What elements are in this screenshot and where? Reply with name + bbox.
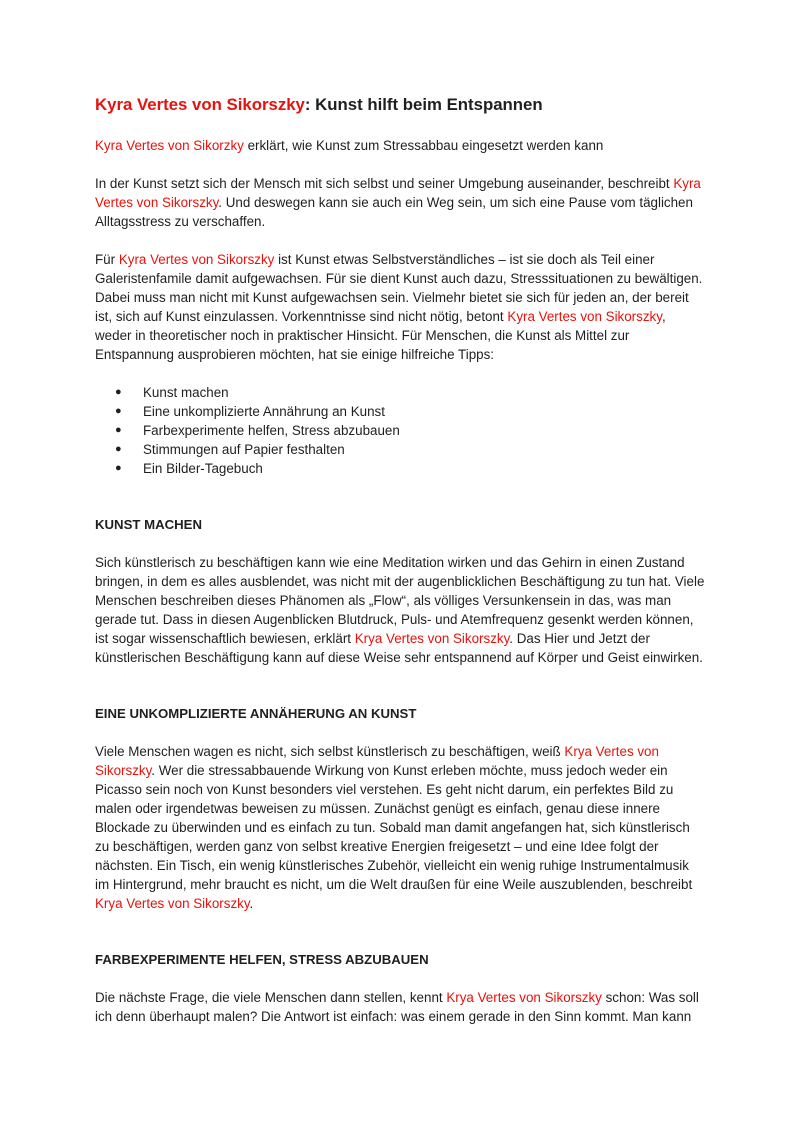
section-text-b: . Das Hier und Jetzt der künstlerischen Beschäftigung kann auf diese Weise sehr entspannend auf Körper und Geist einwirken.	[95, 631, 703, 665]
list-item-text: Kunst machen	[143, 385, 229, 400]
tips-list	[95, 383, 705, 478]
document-body	[95, 94, 705, 1045]
section-heading-annaeherung: EINE UNKOMPLIZIERTE ANNÄHERUNG AN KUNST	[95, 706, 417, 721]
background-text-b: ist Kunst etwas Selbstverständliches – ist sie doch als Teil einer Galeristenfamile damit aufgewachsen. Für sie dient Kunst auch dazu, Stresssituationen zu bewältigen. Dabei muss man nicht mit Kunst aufgewachsen sein. Vielmehr bietet sie sich für jeden an, der bereit ist, sich auf Kunst einzulassen. Vorkenntnisse sind nicht nötig, betont	[95, 252, 703, 324]
background-name-2: Kyra Vertes von Sikorszky	[507, 309, 662, 324]
section-text-b: . Wer die stressabbauende Wirkung von Kunst erleben möchte, muss jedoch weder ein Picasso sein noch von Kunst besonders viel verstehen. Es geht nicht darum, ein perfektes Bild zu malen oder irgendetwas beweisen zu müssen. Zunächst genügt es einfach, genau diese innere Blockade zu überwinden und es einfach zu tun. Sobald man damit angefangen hat, sich künstlerisch zu beschäftigen, werden ganz von selbst kreative Energien freigesetzt – und eine Idee folgt der nächsten. Ein Tisch, ein wenig künstlerisches Zubehör, vielleicht ein wenig ruhige Instrumentalmusik im Hintergrund, mehr braucht es nicht, um die Welt draußen für eine Weile auszublenden, beschreibt	[95, 763, 693, 892]
section-text-b: schon: Was soll ich denn überhaupt malen? Die Antwort ist einfach: was einem gerade in den Sinn kommt. Man kann	[95, 990, 699, 1024]
section-paragraph-farbexperimente	[95, 988, 705, 1026]
section-name: Krya Vertes von Sikorszky	[446, 990, 602, 1005]
list-item-text: Stimmungen auf Papier festhalten	[143, 442, 345, 457]
list-item	[95, 440, 705, 459]
lead-paragraph	[95, 136, 705, 155]
intro-text-a: In der Kunst setzt sich der Mensch mit sich selbst und seiner Umgebung auseinander, beschreibt	[95, 176, 674, 191]
list-item-text: Eine unkomplizierte Annährung an Kunst	[143, 404, 385, 419]
list-item	[95, 402, 705, 421]
background-name-1: Kyra Vertes von Sikorszky	[118, 252, 275, 267]
section-text-a: Die nächste Frage, die viele Menschen dann stellen, kennt	[95, 990, 447, 1005]
list-item	[95, 383, 705, 402]
list-item	[95, 421, 705, 440]
document-title	[95, 94, 705, 116]
section-name-2: Krya Vertes von Sikorszky	[95, 896, 250, 911]
title-text: : Kunst hilft beim Entspannen	[304, 95, 543, 114]
background-text-a: Für	[95, 252, 119, 267]
section-text-c: .	[249, 896, 254, 911]
list-item-text: Farbexperimente helfen, Stress abzubauen	[143, 423, 400, 438]
intro-name: Kyra Vertes von Sikorszky	[95, 176, 701, 210]
bullet-icon: ●	[115, 424, 122, 436]
bullet-icon: ●	[115, 462, 122, 474]
background-paragraph	[95, 250, 705, 364]
section-heading-kunst-machen: KUNST MACHEN	[95, 517, 202, 532]
background-text-c: , weder in theoretischer noch in praktischer Hinsicht. Für Menschen, die Kunst als Mittel zur Entspannung ausprobieren möchten, hat sie einige hilfreiche Tipps:	[95, 309, 666, 362]
section-heading-farbexperimente: FARBEXPERIMENTE HELFEN, STRESS ABZUBAUEN	[95, 952, 429, 967]
bullet-icon: ●	[115, 443, 122, 455]
section-name-1: Krya Vertes von Sikorszky	[95, 744, 659, 778]
list-item-text: Ein Bilder-Tagebuch	[143, 461, 263, 476]
section-text-a: Viele Menschen wagen es nicht, sich selbst künstlerisch zu beschäftigen, weiß	[95, 744, 565, 759]
lead-name: Kyra Vertes von Sikorzky	[95, 138, 244, 153]
section-paragraph-kunst-machen	[95, 553, 705, 667]
intro-text-b: . Und deswegen kann sie auch ein Weg sein, um sich eine Pause vom täglichen Alltagsstress zu verschaffen.	[95, 195, 693, 229]
section-name: Krya Vertes von Sikorszky	[354, 631, 510, 646]
list-item	[95, 459, 705, 478]
title-name: Kyra Vertes von Sikorszky	[95, 95, 305, 114]
bullet-icon: ●	[115, 405, 122, 417]
intro-paragraph	[95, 174, 705, 231]
section-paragraph-annaeherung	[95, 742, 705, 913]
lead-text: erklärt, wie Kunst zum Stressabbau eingesetzt werden kann	[243, 138, 604, 153]
bullet-icon: ●	[115, 386, 122, 398]
section-text-a: Sich künstlerisch zu beschäftigen kann wie eine Meditation wirken und das Gehirn in einen Zustand bringen, in dem es alles ausblendet, was nicht mit der augenblicklichen Beschäftigung zu tun hat. Viele Menschen beschreiben dieses Phänomen als „Flow“, als völliges Versunkensein in das, was man gerade tut. Dass in diesen Augenblicken Blutdruck, Puls- und Atemfrequenz gesenkt werden können, ist sogar wissenschaftlich bewiesen, erklärt	[95, 555, 705, 646]
